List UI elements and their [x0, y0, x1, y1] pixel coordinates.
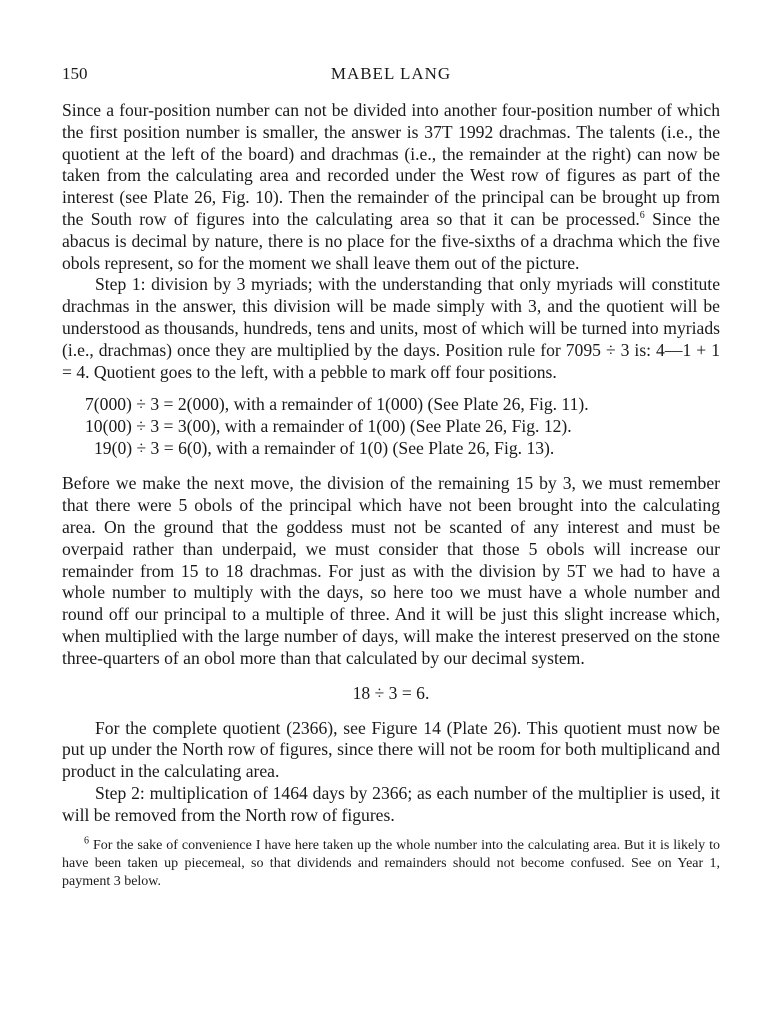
- running-head: MABEL LANG: [330, 64, 452, 83]
- page-number: 150: [62, 64, 88, 83]
- footnote-mark: 6: [84, 834, 89, 846]
- footnote-text: For the sake of convenience I have here taken up the whole number into the calculating area. But it is likely to have been taken up piecemeal, so that dividends and remainders should not become confused. See on Year 1, payment 3 below.: [62, 837, 720, 889]
- paragraph-1-text: Since a four-position number can not be divided into another four-position number of which the first position number is smaller, the answer is 37T 1992 drachmas. The talents (i.e., the quotient at the left of the board) and drachmas (i.e., the remainder at the right) can now be taken from the calculating area and recorded under the West row of figures as part of the interest (see Plate 26, Fig. 10). Then the remainder of the principal can be brought up from the South row of figures into the calculating area so that it can be processed.: [62, 100, 720, 229]
- centered-equation: 18 ÷ 3 = 6.: [352, 682, 430, 703]
- footnote-ref: 6: [639, 210, 645, 222]
- footnote-body: [62, 834, 720, 891]
- paragraph-step-2: Step 2: multiplication of 1464 days by 2366; as each number of the multiplier is used, it will be removed from the North row of figures.: [62, 782, 720, 825]
- paragraph-1: [62, 100, 720, 274]
- page: [62, 58, 720, 891]
- paragraph-3: Before we make the next move, the division of the remaining 15 by 3, we must remember that there were 5 obols of the principal which have not been brought into the calculating area. On the ground that the goddess must not be scanted of any interest and must be overpaid rather than underpaid, we must consider that those 5 obols will increase our remainder from 15 to 18 drachmas. For just as with the division by 5T we had to have a whole number to multiply with the days, so here too we must have a whole number and round off our principal to a multiple of three. And it will be just this slight increase which, when multiplied with the large number of days, will make the interest preserved on the stone three-quarters of an obol more than that calculated by our decimal system.: [62, 473, 720, 668]
- page-header: [62, 58, 720, 88]
- paragraph-step-1: Step 1: division by 3 myriads; with the understanding that only myriads will constitute drachmas in the answer, this division will be made simply with 3, and the quotient will be understood as thousands, hundreds, tens and units, most of which will be turned into myriads (i.e., drachmas) once they are multiplied by the days. Position rule for 7095 ÷ 3 is: 4—1 + 1 = 4. Quotient goes to the left, with a pebble to mark off four positions.: [62, 274, 720, 382]
- paragraph-1-tail: Since the abacus is decimal by nature, there is no place for the five-sixths of a drachma which the five obols represent, so for the moment we shall leave them out of the picture.: [62, 208, 720, 273]
- division-equations: [62, 393, 720, 459]
- footnote: [62, 834, 720, 891]
- paragraph-4: For the complete quotient (2366), see Figure 14 (Plate 26). This quotient must now be put up under the North row of figures, since there will not be room for both multiplicand and product in the calculating area.: [62, 717, 720, 782]
- equation-line: 10(00) ÷ 3 = 3(00), with a remainder of 1(00) (See Plate 26, Fig. 12).: [85, 416, 572, 437]
- equation-line: 19(0) ÷ 3 = 6(0), with a remainder of 1(0) (See Plate 26, Fig. 13).: [94, 438, 555, 459]
- equation-line: 7(000) ÷ 3 = 2(000), with a remainder of 1(000) (See Plate 26, Fig. 11).: [85, 394, 589, 415]
